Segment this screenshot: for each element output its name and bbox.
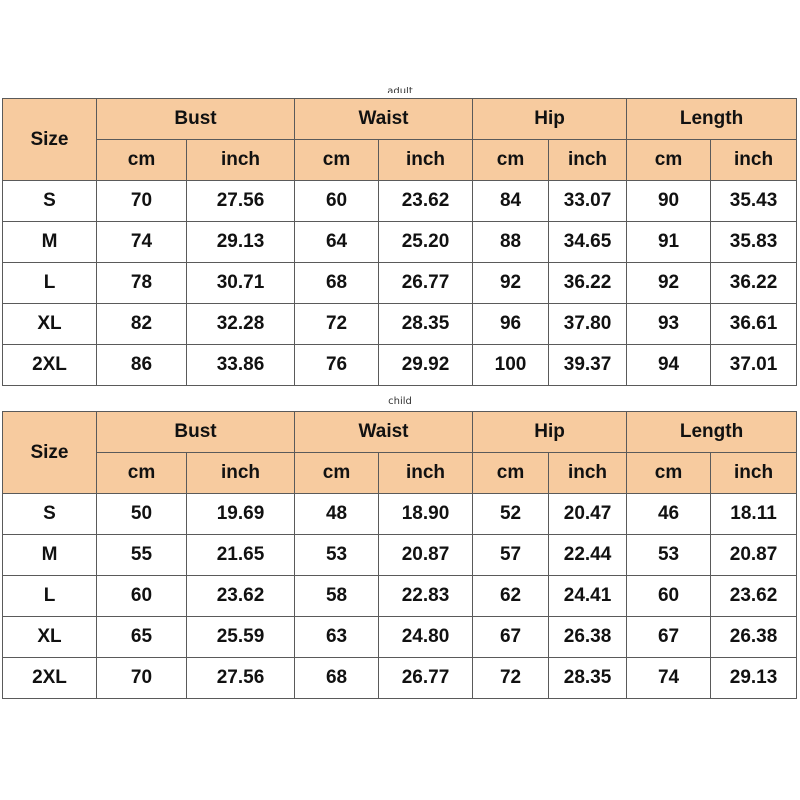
table-row [3,494,797,535]
table-row [3,658,797,699]
measurement-cell: 33.07 [549,181,627,222]
size-label-cell: XL [3,617,97,658]
measurement-cell: 67 [627,617,711,658]
measurement-cell: 46 [627,494,711,535]
measurement-cell: 70 [97,181,187,222]
measurement-cell: 91 [627,222,711,263]
measurement-cell: 35.43 [711,181,797,222]
measurement-cell: 88 [473,222,549,263]
measurement-cell: 53 [627,535,711,576]
measurement-cell: 22.44 [549,535,627,576]
size-label-cell: 2XL [3,658,97,699]
table-row [3,345,797,386]
measurement-cell: 57 [473,535,549,576]
measurement-cell: 36.22 [711,263,797,304]
header-unit: cm [627,140,711,181]
measurement-cell: 32.28 [187,304,295,345]
header-group-hip: Hip [473,99,627,140]
measurement-cell: 84 [473,181,549,222]
measurement-cell: 23.62 [711,576,797,617]
measurement-cell: 37.01 [711,345,797,386]
measurement-cell: 27.56 [187,658,295,699]
measurement-cell: 26.77 [379,263,473,304]
measurement-cell: 53 [295,535,379,576]
measurement-cell: 24.41 [549,576,627,617]
measurement-cell: 86 [97,345,187,386]
measurement-cell: 93 [627,304,711,345]
header-group-length: Length [627,412,797,453]
size-label-cell: 2XL [3,345,97,386]
header-unit: cm [97,453,187,494]
measurement-cell: 94 [627,345,711,386]
measurement-cell: 25.20 [379,222,473,263]
measurement-cell: 72 [295,304,379,345]
measurement-cell: 60 [295,181,379,222]
measurement-cell: 20.87 [711,535,797,576]
measurement-cell: 29.92 [379,345,473,386]
measurement-cell: 62 [473,576,549,617]
header-unit: inch [711,140,797,181]
measurement-cell: 70 [97,658,187,699]
measurement-cell: 20.87 [379,535,473,576]
header-group-waist: Waist [295,412,473,453]
measurement-cell: 60 [627,576,711,617]
measurement-cell: 52 [473,494,549,535]
table-caption-child: child [388,396,412,407]
measurement-cell: 74 [97,222,187,263]
measurement-cell: 23.62 [187,576,295,617]
measurement-cell: 34.65 [549,222,627,263]
measurement-cell: 19.69 [187,494,295,535]
measurement-cell: 28.35 [379,304,473,345]
size-label-cell: S [3,494,97,535]
size-chart-table-child [2,411,797,699]
measurement-cell: 37.80 [549,304,627,345]
header-unit: inch [187,453,295,494]
header-size: Size [3,412,97,494]
measurement-cell: 26.77 [379,658,473,699]
header-unit: cm [97,140,187,181]
measurement-cell: 29.13 [711,658,797,699]
measurement-cell: 18.90 [379,494,473,535]
measurement-cell: 92 [473,263,549,304]
measurement-cell: 28.35 [549,658,627,699]
size-label-cell: S [3,181,97,222]
measurement-cell: 92 [627,263,711,304]
table-row [3,181,797,222]
measurement-cell: 18.11 [711,494,797,535]
table-row [3,576,797,617]
measurement-cell: 21.65 [187,535,295,576]
measurement-cell: 25.59 [187,617,295,658]
table-row [3,535,797,576]
measurement-cell: 60 [97,576,187,617]
measurement-cell: 67 [473,617,549,658]
header-unit: inch [549,453,627,494]
header-unit: inch [549,140,627,181]
measurement-cell: 39.37 [549,345,627,386]
measurement-cell: 100 [473,345,549,386]
measurement-cell: 22.83 [379,576,473,617]
header-unit: cm [295,453,379,494]
size-label-cell: XL [3,304,97,345]
measurement-cell: 68 [295,658,379,699]
table-row [3,304,797,345]
measurement-cell: 68 [295,263,379,304]
measurement-cell: 78 [97,263,187,304]
header-unit: cm [627,453,711,494]
measurement-cell: 27.56 [187,181,295,222]
measurement-cell: 29.13 [187,222,295,263]
table-row [3,263,797,304]
header-group-hip: Hip [473,412,627,453]
size-label-cell: L [3,576,97,617]
measurement-cell: 65 [97,617,187,658]
measurement-cell: 24.80 [379,617,473,658]
header-group-waist: Waist [295,99,473,140]
header-unit: inch [379,453,473,494]
measurement-cell: 48 [295,494,379,535]
measurement-cell: 76 [295,345,379,386]
measurement-cell: 50 [97,494,187,535]
header-group-bust: Bust [97,412,295,453]
measurement-cell: 36.61 [711,304,797,345]
measurement-cell: 82 [97,304,187,345]
size-label-cell: L [3,263,97,304]
measurement-cell: 63 [295,617,379,658]
measurement-cell: 23.62 [379,181,473,222]
header-group-bust: Bust [97,99,295,140]
header-unit: cm [295,140,379,181]
header-unit: cm [473,140,549,181]
measurement-cell: 74 [627,658,711,699]
header-group-length: Length [627,99,797,140]
header-unit: inch [187,140,295,181]
measurement-cell: 72 [473,658,549,699]
size-label-cell: M [3,535,97,576]
measurement-cell: 35.83 [711,222,797,263]
measurement-cell: 64 [295,222,379,263]
header-size: Size [3,99,97,181]
table-row [3,222,797,263]
measurement-cell: 30.71 [187,263,295,304]
measurement-cell: 96 [473,304,549,345]
header-unit: inch [711,453,797,494]
measurement-cell: 36.22 [549,263,627,304]
size-label-cell: M [3,222,97,263]
measurement-cell: 26.38 [711,617,797,658]
measurement-cell: 26.38 [549,617,627,658]
table-row [3,617,797,658]
size-chart-table-adult [2,98,797,386]
measurement-cell: 55 [97,535,187,576]
measurement-cell: 90 [627,181,711,222]
header-unit: inch [379,140,473,181]
header-unit: cm [473,453,549,494]
measurement-cell: 20.47 [549,494,627,535]
measurement-cell: 33.86 [187,345,295,386]
measurement-cell: 58 [295,576,379,617]
table-caption-adult: adult [387,87,413,93]
